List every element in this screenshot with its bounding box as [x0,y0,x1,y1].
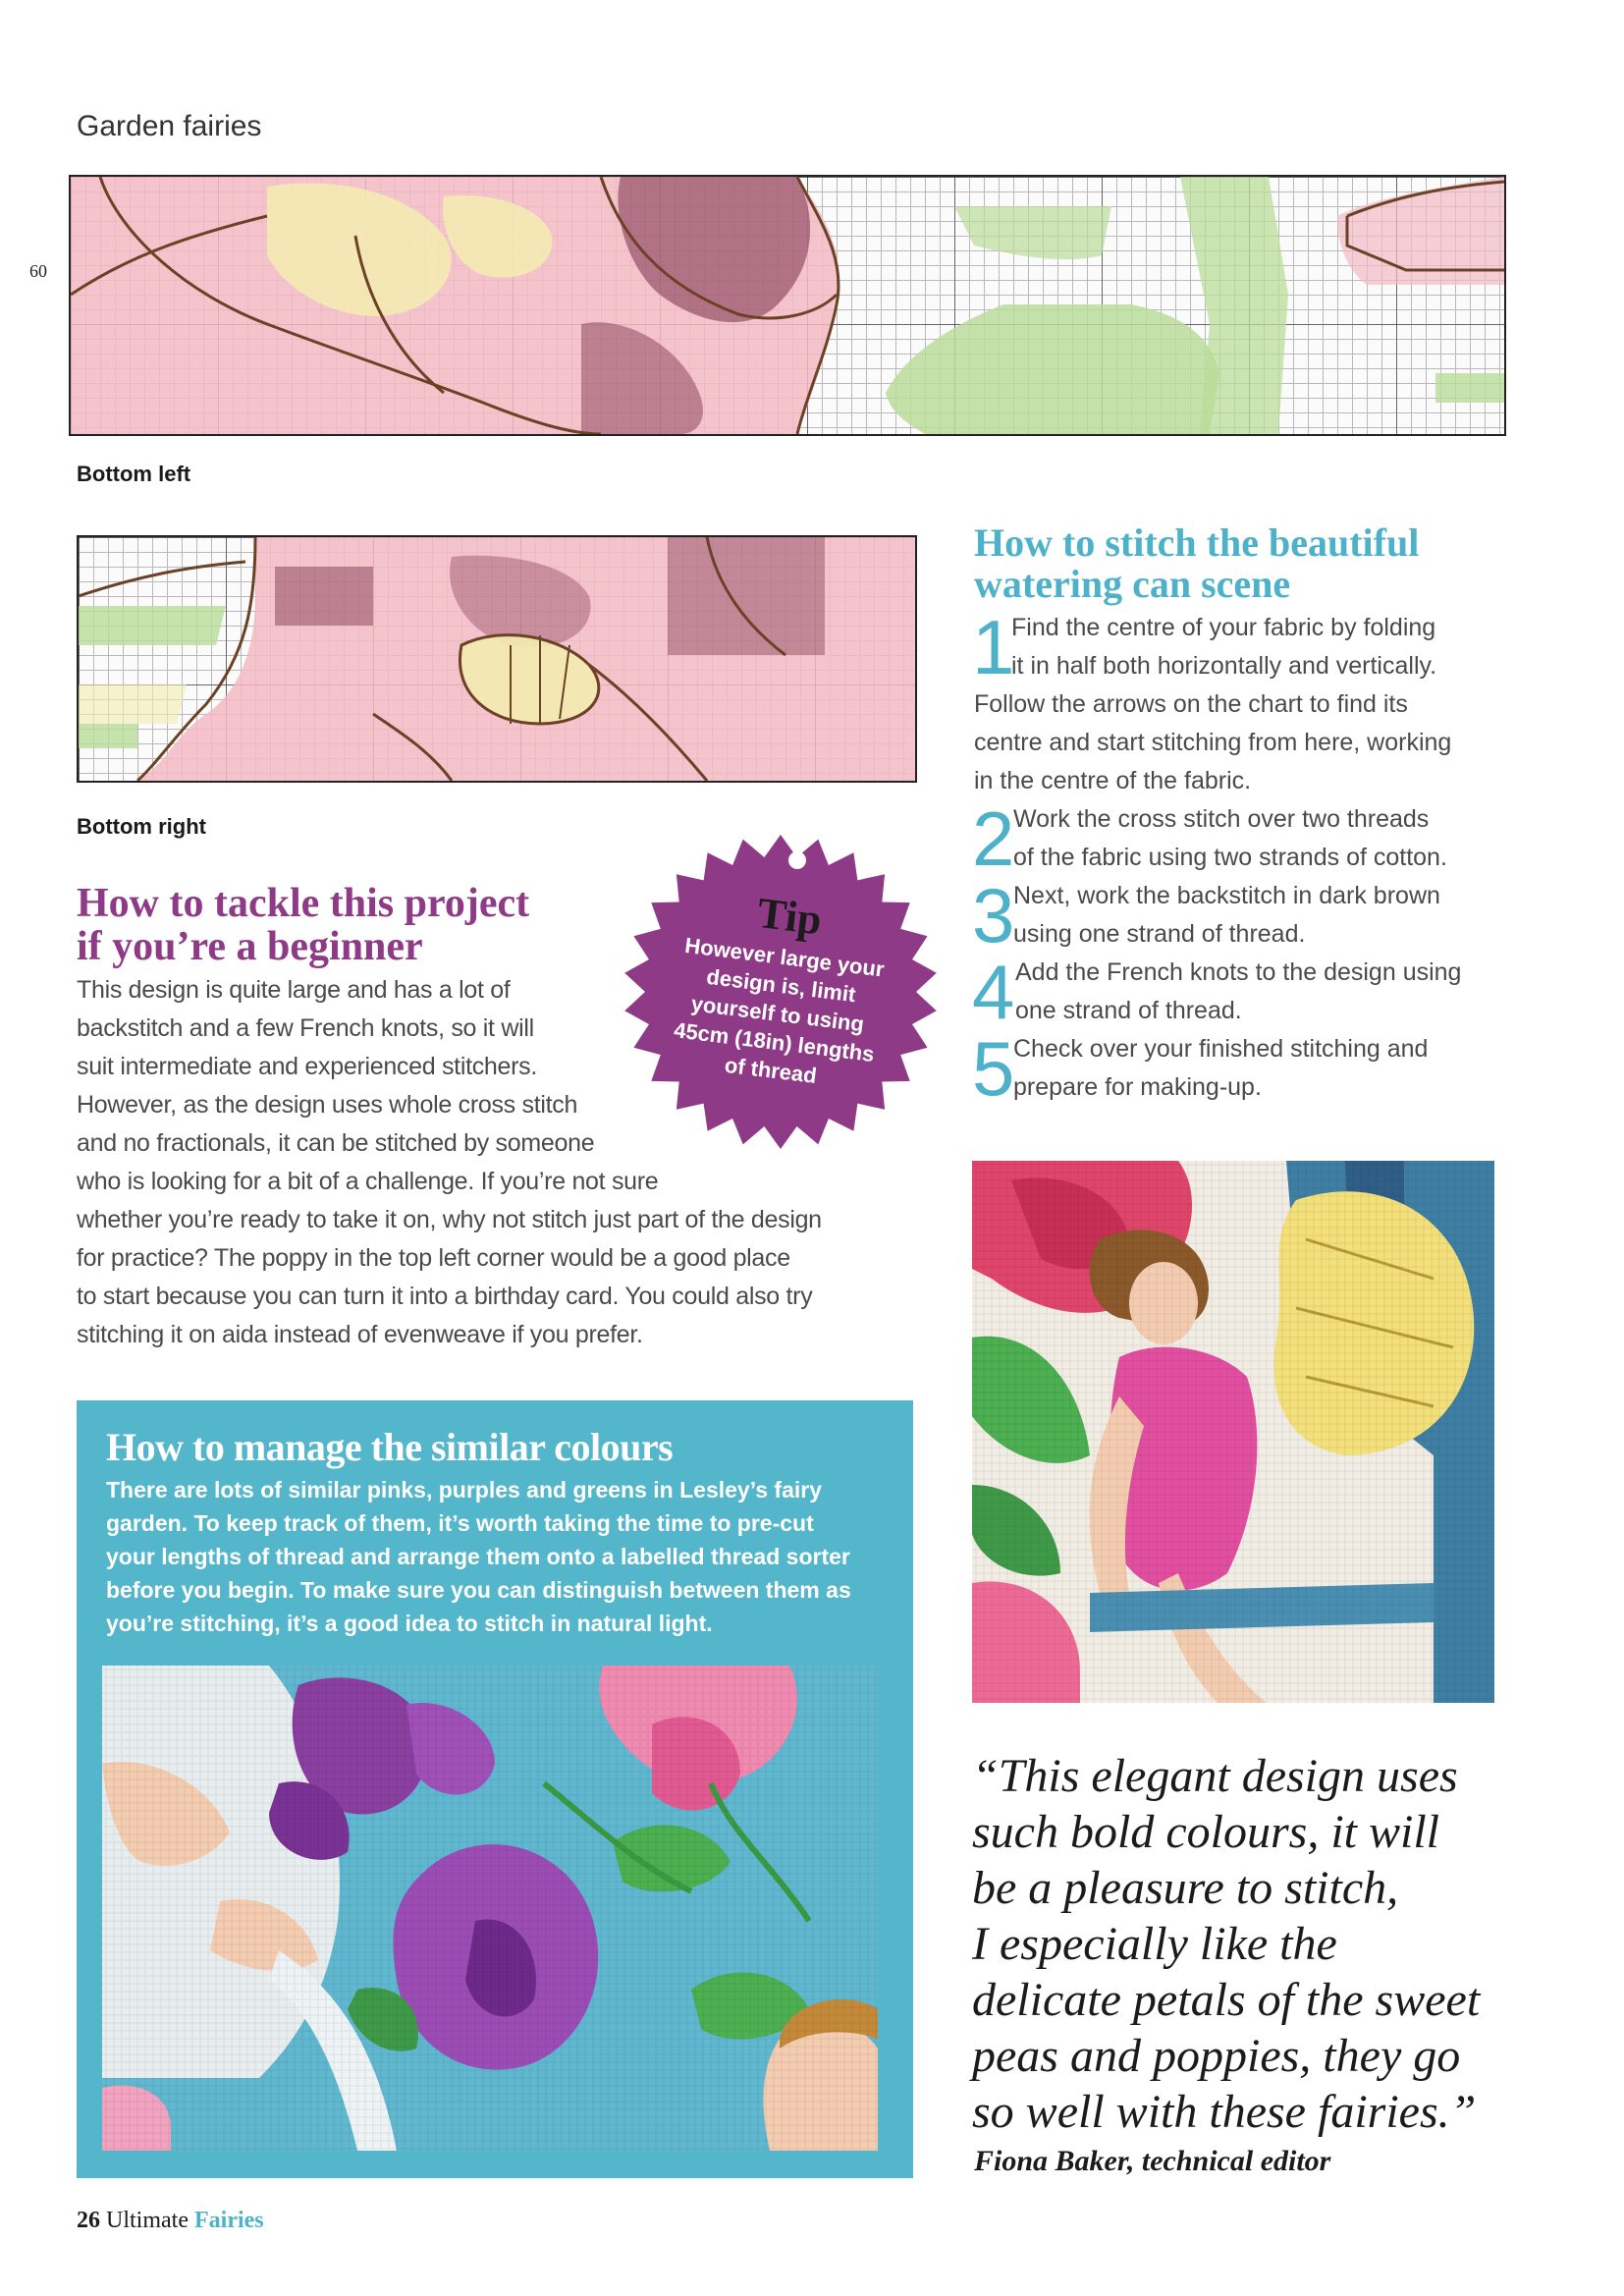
step-1-line: Find the centre of your fabric by folding [1011,614,1436,641]
tip-title: Tip [754,888,825,945]
watering-heading-line-1: How to stitch the beautiful [974,520,1420,565]
quote-line: peas and poppies, they go [972,2030,1461,2082]
fairy-stitch-photo-art [972,1161,1494,1703]
row-marker: 60 [29,261,47,281]
quote-line: “This elegant design uses [972,1750,1458,1802]
watering-heading [974,522,1563,605]
step-1-line: in the centre of the fabric. [974,767,1252,794]
colours-box-line: garden. To keep track of them, it’s worth taking the time to pre-cut [106,1510,814,1536]
quote-attribution: Fiona Baker, technical editor [974,2145,1331,2177]
beginner-line: This design is quite large and has a lot of [77,976,511,1004]
chart-backstitch [79,562,245,596]
magazine-name: Ultimate [106,2208,189,2233]
step-1-line: centre and start stitching from here, working [974,729,1452,756]
quote-line: I especially like the [972,1918,1337,1970]
watering-heading-line-2: watering can scene [974,562,1291,606]
editor-quote [972,1748,1561,2140]
beginner-line: to start because you can turn it into a birthday card. You could also try [77,1283,813,1310]
colours-box-line: There are lots of similar pinks, purples and greens in Lesley’s fairy [106,1477,823,1503]
step-4-line: one strand of thread. [1015,997,1242,1024]
quote-line: so well with these fairies.” [972,2086,1477,2138]
step-number: 5 [972,1025,1015,1112]
label-bottom-right: Bottom right [77,814,206,839]
step-3-line: using one strand of thread. [1013,920,1306,948]
quote-line: be a pleasure to stitch, [972,1862,1399,1914]
chart-bottom-right-motifs [79,537,915,781]
page-number: 26 [77,2208,100,2233]
chart-leaf [1435,373,1504,403]
sweet-peas-photo-art [102,1666,878,2151]
beginner-line: However, as the design uses whole cross stitch [77,1091,578,1119]
colours-box [77,1400,913,2178]
step-1-line: Follow the arrows on the chart to find its [974,690,1408,718]
beginner-heading-line-2: if you’re a beginner [77,924,423,969]
running-title: Garden fairies [77,110,262,142]
step-4-line: Add the French knots to the design using [1015,958,1462,986]
step-2-line: of the fabric using two strands of cotton. [1013,844,1447,871]
beginner-line: and no fractionals, it can be stitched by someone [77,1129,595,1157]
chart-leaf [886,304,1219,434]
beginner-line: stitching it on aida instead of evenweave if you prefer. [77,1321,643,1348]
colours-box-line: you’re stitching, it’s a good idea to stitch in natural light. [106,1611,713,1636]
step-5-line: prepare for making-up. [1013,1073,1262,1101]
chart-bottom-left-motifs [71,177,1504,434]
colours-box-text [106,1473,892,1640]
quote-line: such bold colours, it will [972,1806,1440,1858]
step-3-line: Next, work the backstitch in dark brown [1013,882,1440,909]
beginner-heading-line-1: How to tackle this project [77,881,530,926]
beginner-line: whether you’re ready to take it on, why not stitch just part of the design [77,1206,822,1233]
step-2-line: Work the cross stitch over two threads [1013,805,1430,833]
chart-dark-petal [668,537,825,655]
tip-hole [788,851,806,869]
chart-bottom-left [69,175,1506,436]
tip-badge [619,825,943,1149]
chart-leaf [954,206,1111,259]
chart-leaf [79,724,137,748]
magazine-highlight: Fairies [193,2208,264,2233]
step-number: 3 [972,872,1015,958]
tip-text: However large your design is, limit yourself to using 45cm (18in) lengths of thread [672,932,886,1089]
chart-bottom-right [77,535,917,783]
chart-leaf [79,684,187,724]
chart-leaf [79,606,226,645]
sweet-peas-photo [102,1666,878,2151]
step-5-line: Check over your finished stitching and [1013,1035,1429,1063]
chart-dark-petal [275,567,373,626]
beginner-line: for practice? The poppy in the top left corner would be a good place [77,1244,790,1272]
page-footer [77,2208,264,2234]
tip-content [608,875,952,1105]
label-bottom-left: Bottom left [77,462,191,486]
beginner-line: who is looking for a bit of a challenge. If you’re not sure [77,1168,659,1195]
step-number: 4 [972,949,1015,1035]
beginner-line: suit intermediate and experienced stitchers. [77,1053,538,1080]
step-1-line: it in half both horizontally and vertically. [1011,652,1437,680]
fairy-stitch-photo [972,1161,1494,1703]
colours-box-title: How to manage the similar colours [106,1425,674,1469]
step-number: 2 [972,795,1015,882]
step-number: 1 [972,604,1015,690]
colours-box-line: before you begin. To make sure you can distinguish between them as [106,1577,851,1603]
colours-box-line: your lengths of thread and arrange them onto a labelled thread sorter [106,1544,850,1569]
quote-line: delicate petals of the sweet [972,1974,1481,2026]
beginner-line: backstitch and a few French knots, so it will [77,1014,534,1042]
